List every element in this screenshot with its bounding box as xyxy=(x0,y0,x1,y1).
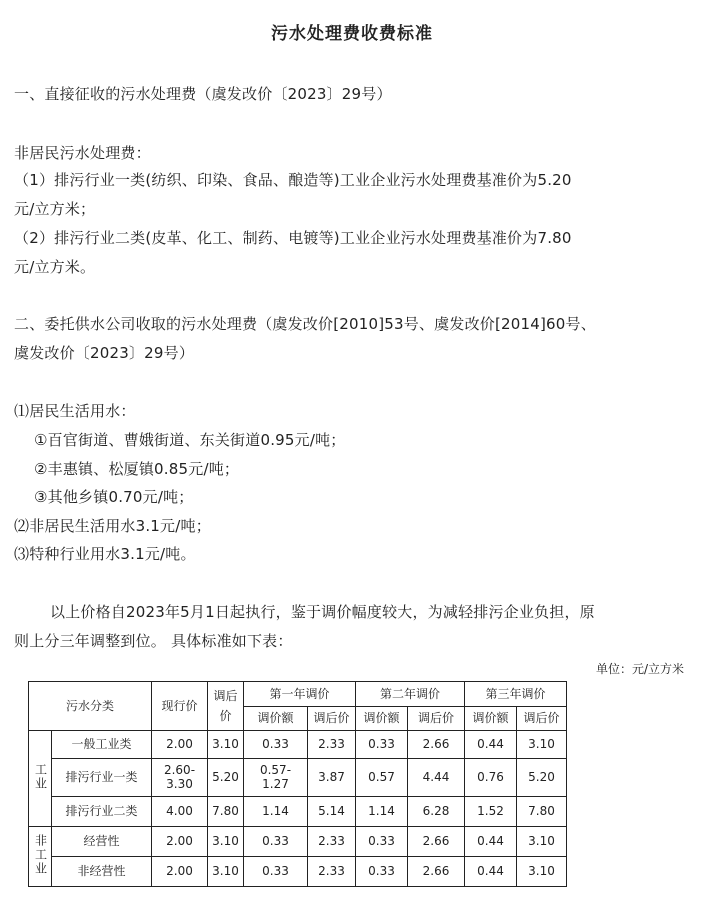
row-name: 非经营性 xyxy=(52,857,152,887)
header-year1-amount: 调价额 xyxy=(244,707,308,731)
year3-price: 3.10 xyxy=(517,731,567,759)
year2-price: 4.44 xyxy=(408,759,465,797)
header-year3-price: 调后价 xyxy=(517,707,567,731)
current-price: 2.00 xyxy=(152,827,208,857)
year1-amount xyxy=(244,759,308,797)
item2-text: （2）排污行业二类(皮革、化工、制药、电镀等)工业企业污水处理费基准价为7.80 xyxy=(14,229,572,247)
group-non-industrial-label: 非工业 xyxy=(33,833,48,876)
table-row xyxy=(29,731,567,759)
year1-price: 2.33 xyxy=(308,827,356,857)
residential-heading: ⑴居民生活用水： xyxy=(14,402,136,420)
table-row xyxy=(29,827,567,857)
section1-heading: 一、直接征收的污水处理费（虞发改价〔2023〕29号） xyxy=(14,85,392,103)
year1-amount: 0.33 xyxy=(244,857,308,887)
current-price-range: 2.60-3.30 xyxy=(163,763,196,791)
item1-text: （1）排污行业一类(纺织、印染、食品、酿造等)工业企业污水处理费基准价为5.20 xyxy=(14,171,572,189)
header-year1-price: 调后价 xyxy=(308,707,356,731)
year2-amount: 0.33 xyxy=(356,857,408,887)
residential-item-2: ②丰惠镇、松厦镇0.85元/吨； xyxy=(34,460,240,478)
note-text-cont: 则上分三年调整到位。 具体标准如下表： xyxy=(14,632,293,650)
row-name: 经营性 xyxy=(52,827,152,857)
current-price: 2.00 xyxy=(152,731,208,759)
header-adjusted-price xyxy=(208,682,244,731)
header-year1: 第一年调价 xyxy=(244,682,356,707)
header-adjusted-price-text: 调后价 xyxy=(213,689,238,723)
year3-price: 3.10 xyxy=(517,827,567,857)
year2-price: 6.28 xyxy=(408,797,465,827)
adjusted-price: 3.10 xyxy=(208,827,244,857)
year2-price: 2.66 xyxy=(408,857,465,887)
item1-text-cont: 元/立方米； xyxy=(14,200,96,218)
table-row xyxy=(29,857,567,887)
year3-amount: 0.44 xyxy=(465,857,517,887)
year1-amount: 0.33 xyxy=(244,731,308,759)
header-year3-amount: 调价额 xyxy=(465,707,517,731)
group-industrial xyxy=(29,731,52,827)
year2-price: 2.66 xyxy=(408,731,465,759)
adjusted-price: 3.10 xyxy=(208,857,244,887)
adjusted-price: 5.20 xyxy=(208,759,244,797)
year1-amount: 1.14 xyxy=(244,797,308,827)
fee-table xyxy=(28,681,567,887)
year3-amount: 1.52 xyxy=(465,797,517,827)
table-row xyxy=(29,797,567,827)
year1-price: 2.33 xyxy=(308,731,356,759)
year3-amount: 0.44 xyxy=(465,827,517,857)
row-name: 排污行业二类 xyxy=(52,797,152,827)
header-year2-price: 调后价 xyxy=(408,707,465,731)
year3-amount: 0.76 xyxy=(465,759,517,797)
year3-price: 5.20 xyxy=(517,759,567,797)
year2-amount: 0.33 xyxy=(356,827,408,857)
current-price xyxy=(152,759,208,797)
year2-amount: 0.33 xyxy=(356,731,408,759)
header-current-price: 现行价 xyxy=(152,682,208,731)
year2-price: 2.66 xyxy=(408,827,465,857)
note-text: 以上价格自2023年5月1日起执行，鉴于调价幅度较大，为减轻排污企业负担，原 xyxy=(50,603,595,621)
row-name: 排污行业一类 xyxy=(52,759,152,797)
year3-price: 3.10 xyxy=(517,857,567,887)
unit-label: 单位：元/立方米 xyxy=(595,662,684,676)
adjusted-price: 7.80 xyxy=(208,797,244,827)
residential-item-1: ①百官街道、曹娥街道、东关街道0.95元/吨； xyxy=(34,431,346,449)
current-price: 4.00 xyxy=(152,797,208,827)
year2-amount: 1.14 xyxy=(356,797,408,827)
section2-heading-cont: 虞发改价〔2023〕29号） xyxy=(14,344,195,362)
row-name: 一般工业类 xyxy=(52,731,152,759)
year1-price: 3.87 xyxy=(308,759,356,797)
residential-item-3: ③其他乡镇0.70元/吨； xyxy=(34,488,194,506)
table-row xyxy=(29,759,567,797)
adjusted-price: 3.10 xyxy=(208,731,244,759)
current-price: 2.00 xyxy=(152,857,208,887)
year1-price: 5.14 xyxy=(308,797,356,827)
year3-amount: 0.44 xyxy=(465,731,517,759)
year2-amount: 0.57 xyxy=(356,759,408,797)
header-category: 污水分类 xyxy=(29,682,152,731)
nonresidential-water: ⑵非居民生活用水3.1元/吨； xyxy=(14,517,211,535)
header-year2-amount: 调价额 xyxy=(356,707,408,731)
year1-amount: 0.33 xyxy=(244,827,308,857)
page-title: 污水处理费收费标准 xyxy=(271,24,433,44)
header-year2: 第二年调价 xyxy=(356,682,465,707)
nonresidential-heading: 非居民污水处理费： xyxy=(14,144,151,162)
special-industry-water: ⑶特种行业用水3.1元/吨。 xyxy=(14,545,196,563)
year1-amount-range: 0.57-1.27 xyxy=(259,763,292,791)
year3-price: 7.80 xyxy=(517,797,567,827)
section2-heading: 二、委托供水公司收取的污水处理费（虞发改价[2010]53号、虞发改价[2014]60号、 xyxy=(14,315,596,333)
item2-text-cont: 元/立方米。 xyxy=(14,258,96,276)
group-non-industrial xyxy=(29,827,52,887)
group-industrial-label: 工业 xyxy=(33,762,48,791)
year1-price: 2.33 xyxy=(308,857,356,887)
header-year3: 第三年调价 xyxy=(465,682,567,707)
